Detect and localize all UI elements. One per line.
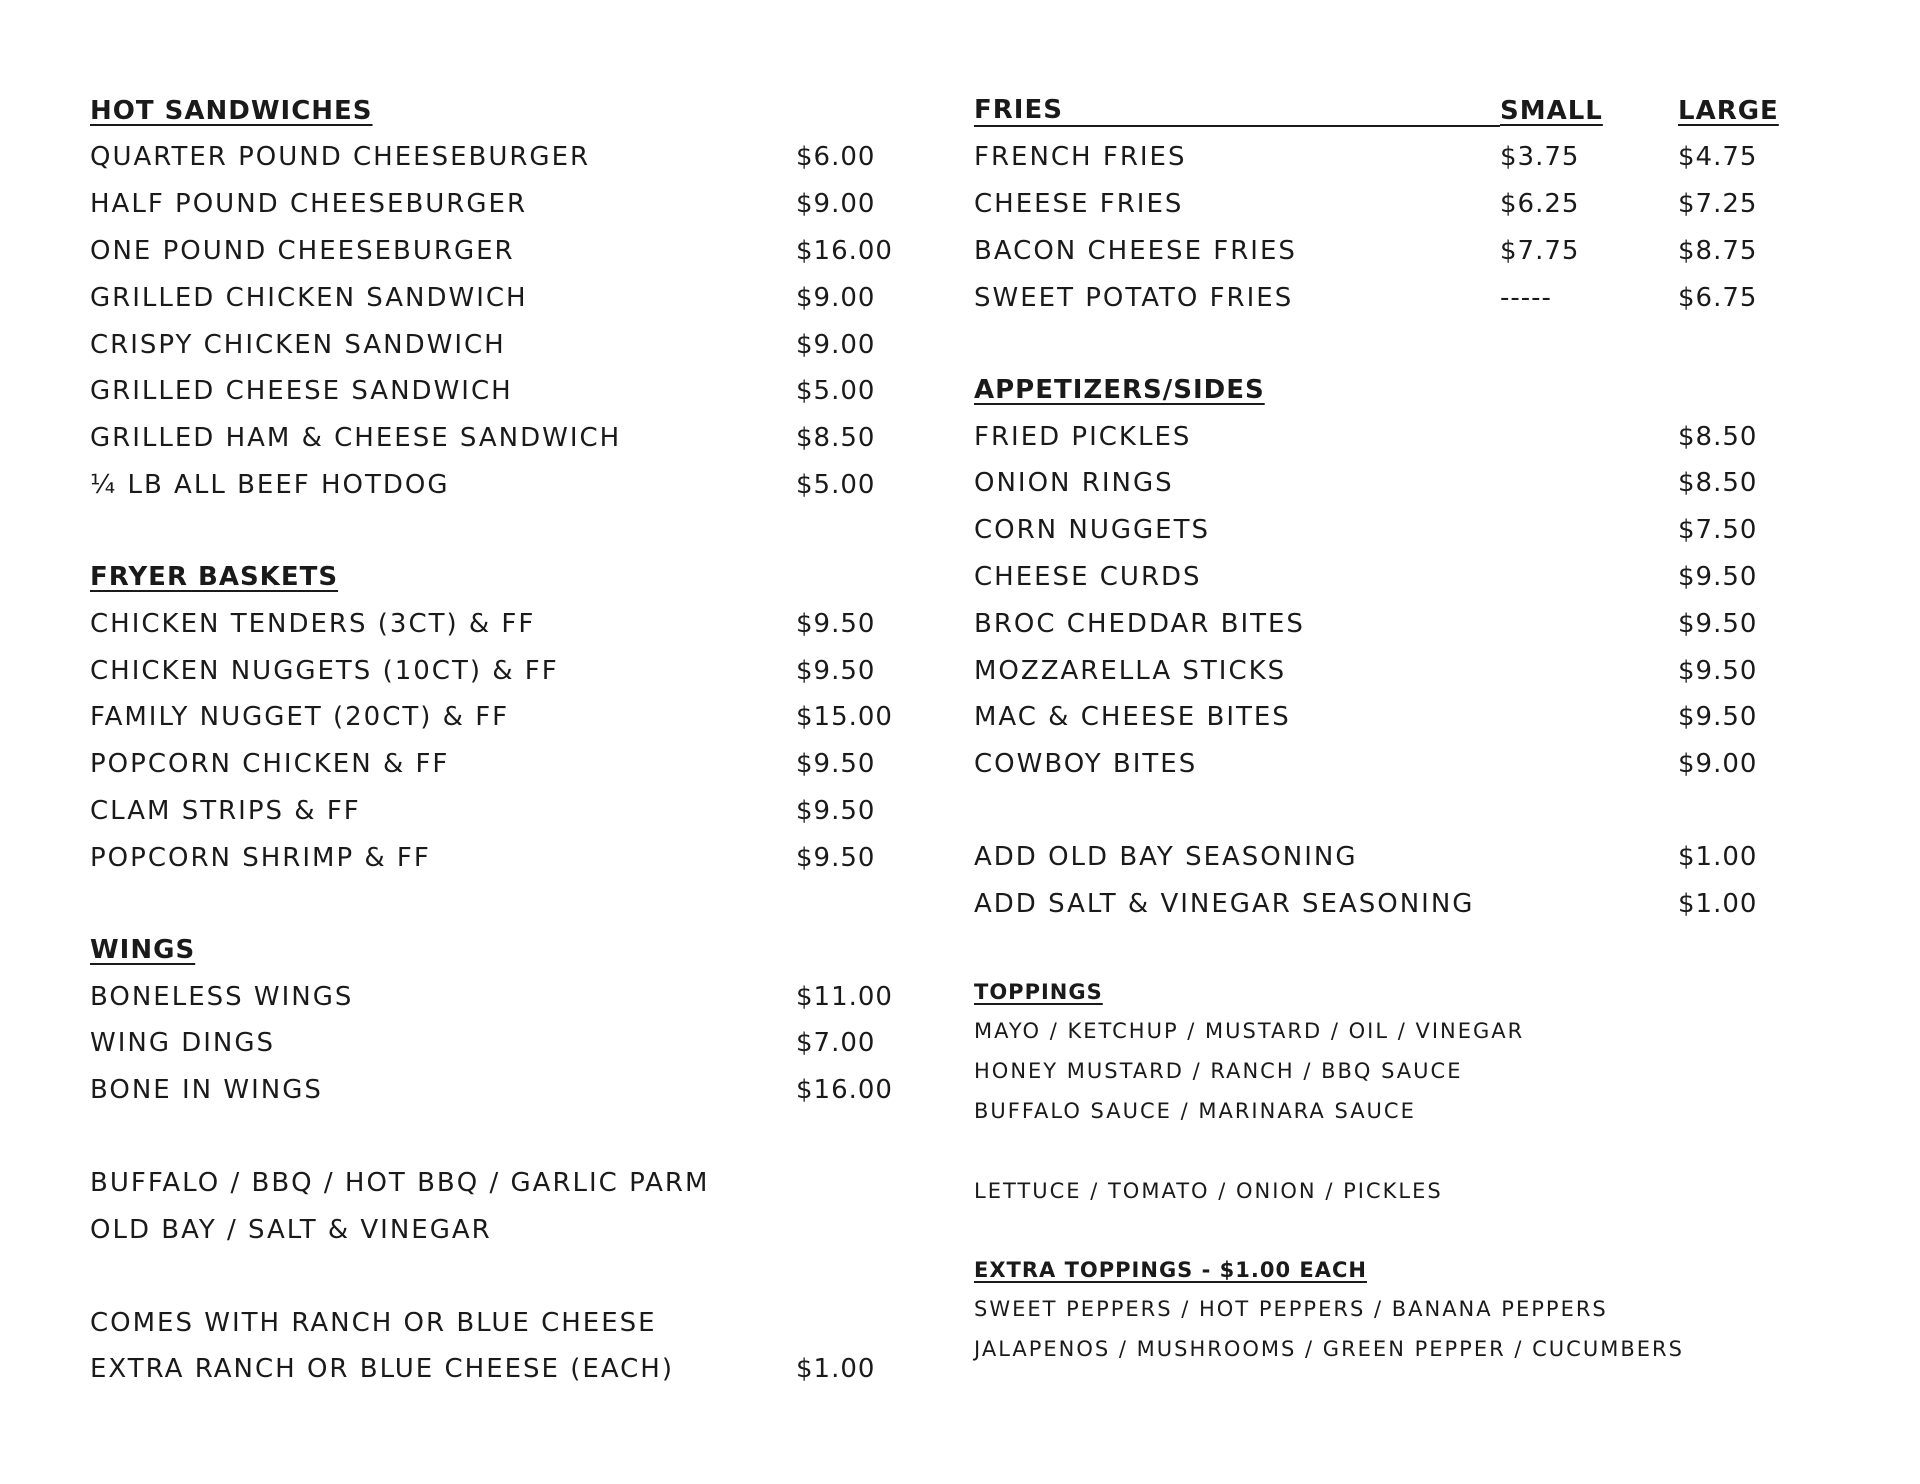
item-name: GRILLED CHEESE SANDWICH — [90, 376, 513, 407]
item-name: SWEET POTATO FRIES — [974, 282, 1294, 313]
menu-item — [90, 134, 910, 181]
item-name: CHEESE FRIES — [974, 189, 1184, 220]
item-name: MAC & CHEESE BITES — [974, 702, 1291, 733]
item-price: $1.00 — [796, 1354, 876, 1385]
section-heading: HOT SANDWICHES — [90, 96, 373, 126]
item-name: POPCORN CHICKEN & FF — [90, 749, 450, 780]
item-price: $16.00 — [796, 1075, 893, 1106]
item-name: CHICKEN NUGGETS (10CT) & FF — [90, 655, 559, 686]
item-price: $9.50 — [1678, 655, 1758, 686]
menu-item — [974, 694, 1814, 741]
toppings-line: LETTUCE / TOMATO / ONION / PICKLES — [974, 1179, 1443, 1204]
small-price: $3.75 — [1500, 142, 1580, 173]
item-name: BACON CHEESE FRIES — [974, 235, 1297, 266]
item-name: ADD OLD BAY SEASONING — [974, 841, 1358, 872]
menu-item — [90, 368, 910, 415]
toppings-line: HONEY MUSTARD / RANCH / BBQ SAUCE — [974, 1059, 1463, 1084]
section-heading: EXTRA TOPPINGS - $1.00 EACH — [974, 1258, 1367, 1283]
menu-item — [90, 741, 910, 788]
section-heading: FRIES — [974, 95, 1500, 127]
menu-item — [974, 228, 1814, 275]
menu-item — [90, 694, 910, 741]
item-price: $15.00 — [796, 702, 893, 733]
item-price: $8.50 — [1678, 468, 1758, 499]
small-price: $7.75 — [1500, 235, 1580, 266]
item-price: $9.50 — [796, 842, 876, 873]
extra-toppings-section — [974, 1251, 1814, 1369]
wings-section — [90, 927, 910, 1393]
spacer — [90, 1114, 910, 1160]
menu-item — [974, 554, 1814, 601]
large-price: $7.25 — [1678, 189, 1758, 220]
toppings-line: MAYO / KETCHUP / MUSTARD / OIL / VINEGAR — [974, 1019, 1525, 1044]
flavor-text: BUFFALO / BBQ / HOT BBQ / GARLIC PARM — [90, 1167, 710, 1198]
large-price: $8.75 — [1678, 235, 1758, 266]
right-column — [974, 88, 1814, 1369]
item-name: FRENCH FRIES — [974, 142, 1187, 173]
item-name: GRILLED HAM & CHEESE SANDWICH — [90, 423, 622, 454]
item-name: POPCORN SHRIMP & FF — [90, 842, 431, 873]
item-name: WING DINGS — [90, 1028, 276, 1059]
item-price: $7.00 — [796, 1028, 876, 1059]
fries-section — [974, 88, 1814, 321]
item-name: CHICKEN TENDERS (3CT) & FF — [90, 608, 536, 639]
section-heading: FRYER BASKETS — [90, 562, 339, 593]
toppings-section — [974, 973, 1814, 1211]
item-price: $9.50 — [796, 608, 876, 639]
item-price: $9.50 — [796, 749, 876, 780]
item-price: $5.00 — [796, 376, 876, 407]
item-name: CRISPY CHICKEN SANDWICH — [90, 329, 506, 360]
large-price: $4.75 — [1678, 142, 1758, 173]
section-heading: TOPPINGS — [974, 980, 1103, 1005]
spacer — [974, 1131, 1814, 1171]
menu-item — [974, 181, 1814, 228]
item-name: CLAM STRIPS & FF — [90, 795, 361, 826]
menu-item — [90, 274, 910, 321]
item-price: $8.50 — [796, 423, 876, 454]
left-column — [90, 88, 910, 1393]
item-name: BONE IN WINGS — [90, 1075, 323, 1106]
item-price: $8.50 — [1678, 421, 1758, 452]
item-price: $9.50 — [796, 795, 876, 826]
large-price: $6.75 — [1678, 282, 1758, 313]
small-price: ----- — [1500, 282, 1552, 313]
spacer — [90, 1253, 910, 1299]
toppings-line: BUFFALO SAUCE / MARINARA SAUCE — [974, 1099, 1416, 1124]
item-price: $9.50 — [1678, 702, 1758, 733]
small-column-label: SMALL — [1500, 96, 1603, 126]
flavor-text: OLD BAY / SALT & VINEGAR — [90, 1214, 492, 1245]
hot-sandwiches-section — [90, 88, 910, 508]
item-name: ONION RINGS — [974, 468, 1174, 499]
item-name: BONELESS WINGS — [90, 981, 354, 1012]
item-name: GRILLED CHICKEN SANDWICH — [90, 282, 528, 313]
item-price: $9.50 — [1678, 561, 1758, 592]
menu-item — [90, 1346, 910, 1393]
large-column-label: LARGE — [1678, 96, 1779, 126]
item-price: $9.00 — [796, 189, 876, 220]
item-name: MOZZARELLA STICKS — [974, 655, 1287, 686]
menu-item — [90, 415, 910, 462]
item-name: FRIED PICKLES — [974, 421, 1192, 452]
menu-item — [90, 181, 910, 228]
section-heading: APPETIZERS/SIDES — [974, 375, 1265, 406]
toppings-line: JALAPENOS / MUSHROOMS / GREEN PEPPER / CUCUMBERS — [974, 1337, 1684, 1362]
menu-item — [974, 134, 1814, 181]
spacer — [974, 788, 1814, 834]
item-name: CHEESE CURDS — [974, 561, 1202, 592]
item-price: $9.50 — [1678, 608, 1758, 639]
menu-item — [90, 647, 910, 694]
wing-flavors-line — [90, 1206, 910, 1253]
item-price: $1.00 — [1678, 888, 1758, 919]
dip-note — [90, 1299, 910, 1346]
menu-item — [974, 741, 1814, 788]
item-name: CORN NUGGETS — [974, 515, 1210, 546]
item-price: $9.00 — [796, 282, 876, 313]
item-price: $1.00 — [1678, 841, 1758, 872]
menu-item — [90, 600, 910, 647]
section-heading: WINGS — [90, 935, 196, 966]
item-name: HALF POUND CHEESEBURGER — [90, 189, 528, 220]
dip-note-text: COMES WITH RANCH OR BLUE CHEESE — [90, 1307, 657, 1338]
item-price: $9.00 — [1678, 749, 1758, 780]
menu-item — [974, 274, 1814, 321]
item-name: ONE POUND CHEESEBURGER — [90, 235, 515, 266]
item-name: ¼ LB ALL BEEF HOTDOG — [90, 469, 450, 500]
fries-header-row — [974, 88, 1814, 134]
item-price: $9.00 — [796, 329, 876, 360]
item-name: ADD SALT & VINEGAR SEASONING — [974, 888, 1475, 919]
item-price: $16.00 — [796, 235, 893, 266]
item-name: QUARTER POUND CHEESEBURGER — [90, 142, 591, 173]
menu-item — [90, 462, 910, 509]
menu-item — [90, 788, 910, 835]
menu-item — [90, 1067, 910, 1114]
menu-item — [974, 413, 1814, 460]
item-name: EXTRA RANCH OR BLUE CHEESE (EACH) — [90, 1354, 674, 1385]
seasoning-item — [974, 834, 1814, 881]
item-name: COWBOY BITES — [974, 749, 1198, 780]
menu-item — [90, 228, 910, 275]
item-price: $7.50 — [1678, 515, 1758, 546]
item-price: $6.00 — [796, 142, 876, 173]
menu-item — [974, 600, 1814, 647]
wing-flavors-line — [90, 1160, 910, 1207]
menu-item — [90, 321, 910, 368]
item-price: $5.00 — [796, 469, 876, 500]
menu-item — [974, 507, 1814, 554]
menu-item — [90, 1020, 910, 1067]
small-price: $6.25 — [1500, 189, 1580, 220]
item-price: $9.50 — [796, 655, 876, 686]
menu-item — [974, 647, 1814, 694]
menu-item — [974, 460, 1814, 507]
menu-item — [90, 973, 910, 1020]
toppings-line: SWEET PEPPERS / HOT PEPPERS / BANANA PEPPERS — [974, 1297, 1608, 1322]
item-name: BROC CHEDDAR BITES — [974, 608, 1305, 639]
appetizers-section — [974, 367, 1814, 927]
item-name: FAMILY NUGGET (20CT) & FF — [90, 702, 510, 733]
fryer-baskets-section — [90, 554, 910, 881]
seasoning-item — [974, 880, 1814, 927]
menu-item — [90, 834, 910, 881]
item-price: $11.00 — [796, 981, 893, 1012]
